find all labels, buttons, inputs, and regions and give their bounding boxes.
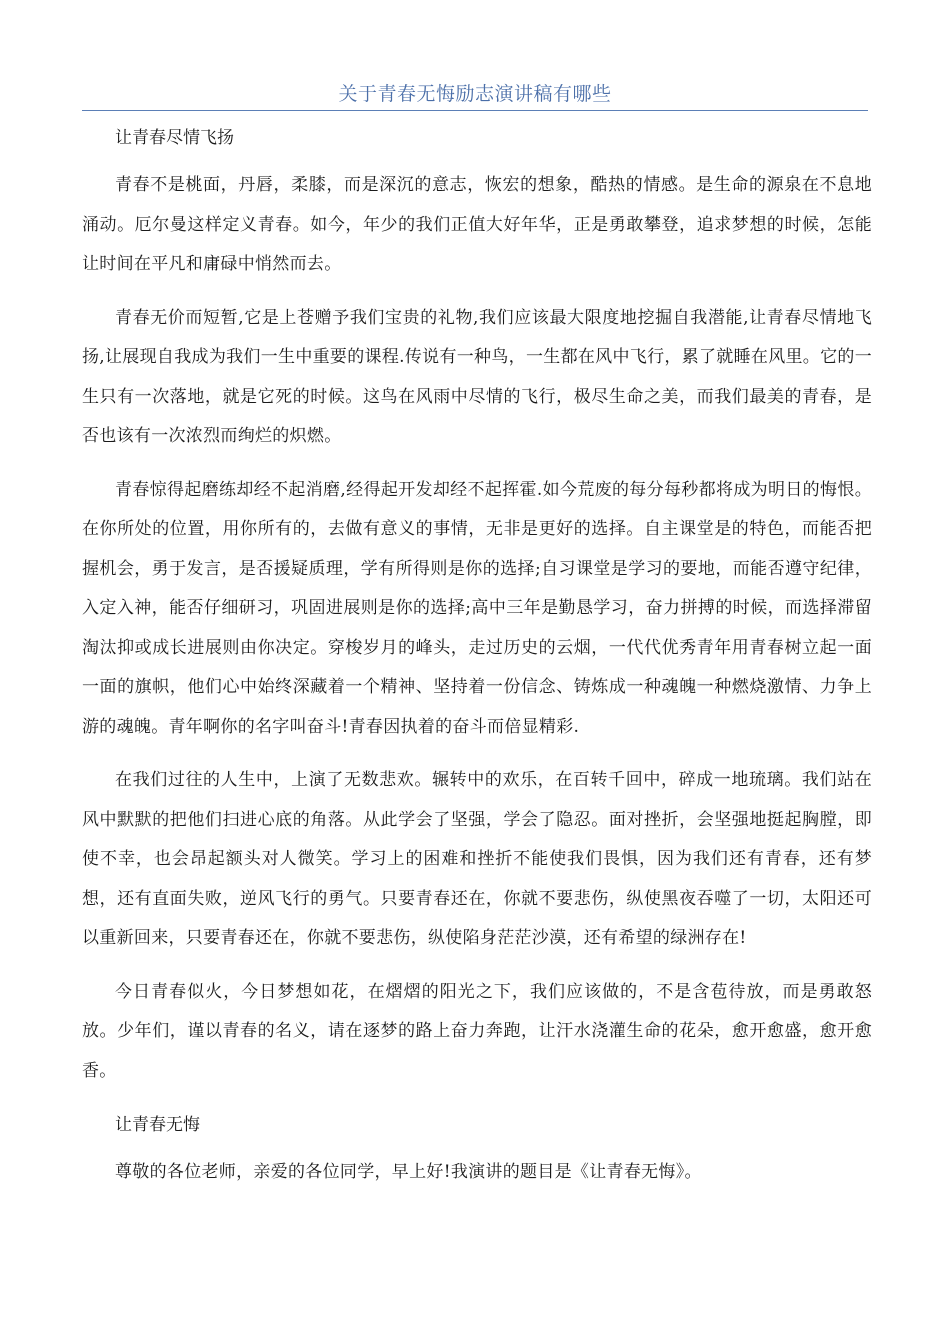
paragraph: 今日青春似火，今日梦想如花，在熠熠的阳光之下，我们应该做的，不是含苞待放，而是勇敢怒放。少年们，谨以青春的名义，请在逐梦的路上奋力奔跑，让汗水浇灌生命的花朵，愈开愈盛，愈开愈香。	[82, 981, 872, 1081]
paragraph: 尊敬的各位老师，亲爱的各位同学，早上好!我演讲的题目是《让青春无悔》。	[115, 1162, 702, 1182]
paragraph: 青春不是桃面，丹唇，柔膝，而是深沉的意志，恢宏的想象，酷热的情感。是生命的源泉在不息地涌动。厄尔曼这样定义青春。如今，年少的我们正值大好年华，正是勇敢攀登，追求梦想的时候，怎能让时间在平凡和庸碌中悄然而去。	[82, 175, 872, 274]
paragraph: 青春无价而短暂,它是上苍赠予我们宝贵的礼物,我们应该最大限度地挖掘自我潜能,让青春尽情地飞扬,让展现自我成为我们一生中重要的课程.传说有一种鸟，一生都在风中飞行，累了就睡在风里。它的一生只有一次落地，就是它死的时候。这鸟在风雨中尽情的飞行，极尽生命之美，而我们最美的青春，是否也该有一次浓烈而绚烂的炽燃。	[82, 307, 872, 446]
document-title: 关于青春无悔励志演讲稿有哪些	[338, 83, 612, 105]
section-heading-1: 让青春尽情飞扬	[115, 128, 234, 148]
paragraph: 在我们过往的人生中，上演了无数悲欢。辗转中的欢乐，在百转千回中，碎成一地琉璃。我们站在风中默默的把他们扫进心底的角落。从此学会了坚强，学会了隐忍。面对挫折，会坚强地挺起胸膛，即使不幸，也会昂起额头对人微笑。学习上的困难和挫折不能使我们畏惧，因为我们还有青春，还有梦想，还有直面失败，逆风飞行的勇气。只要青春还在，你就不要悲伤，纵使黑夜吞噬了一切，太阳还可以重新回来，只要青春还在，你就不要悲伤，纵使陷身茫茫沙漠，还有希望的绿洲存在!	[82, 770, 872, 948]
document-body	[82, 118, 872, 1207]
paragraph: 青春惊得起磨练却经不起消磨,经得起开发却经不起挥霍.如今荒废的每分每秒都将成为明日的悔恨。在你所处的位置，用你所有的，去做有意义的事情，无非是更好的选择。自主课堂是的特色，而能否把握机会，勇于发言，是否援疑质理，学有所得则是你的选择;自习课堂是学习的要地，而能否遵守纪律，入定入神，能否仔细研习，巩固进展则是你的选择;高中三年是勤恳学习，奋力拼搏的时候，而选择滞留淘汰抑或成长进展则由你决定。穿梭岁月的峰头，走过历史的云烟，一代代优秀青年用青春树立起一面一面的旗帜，他们心中始终深藏着一个精神、坚持着一份信念、铸炼成一种魂魄一种燃烧激情、力争上游的魂魄。青年啊你的名字叫奋斗!青春因执着的奋斗而倍显精彩.	[82, 479, 872, 737]
page-header	[82, 82, 868, 111]
section-heading-2: 让青春无悔	[115, 1115, 200, 1135]
